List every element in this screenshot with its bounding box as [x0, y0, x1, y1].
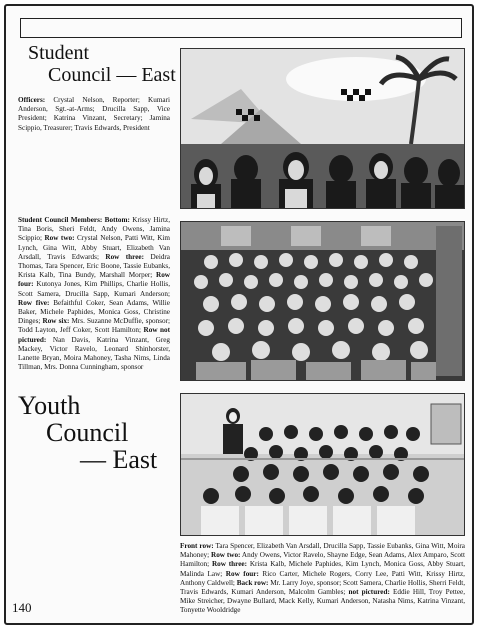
row-two-text: Andy Owens, Victor Ravelo, Shayne Edge, Sean Adams, Alex Amparo, Scott Hamilton;	[180, 551, 466, 569]
row-three-label: Row three:	[105, 252, 145, 261]
officers-text: Crystal Nelson, Reporter; Kumari Anderson, Sgt.-at-Arms; Drucilla Sapp, Vice President; Katrina Vinzant, Secretary; Jamina Scippio, Treasurer; Travis Edwards, President	[18, 96, 170, 132]
row-four-text: Rico Carter, Michele Rogers, Corry Lee, Patti Witt, Krissy Hirtz, Anthony Caldwell;	[180, 569, 465, 587]
not-pictured-text: Eddie Hill, Troy Pettee, Mike Streicher, Dwayne Bullard, Mack Kelly, Kumari Anderson, Natasha Nims, Katrina Vinzant, Tonyette Wooldridge	[180, 588, 465, 615]
row-five-label: Row five:	[18, 298, 50, 307]
members-bottom-text: Krissy Hirtz, Tina Boris, Sheri Feldt, Andy Owens, Jamina Scippio;	[18, 216, 170, 243]
row-three-text: Krista Kalb, Michele Paphides, Kim Lynch, Monica Goss, Abby Stuart, Malinda Law;	[180, 560, 466, 578]
row-two-text: Crystal Nelson, Patti Witt, Kim Lynch, Gina Witt, Abby Stuart, Elizabeth Van Arsdall, Travis Edwards;	[18, 234, 170, 261]
youth-council-photo-image	[181, 394, 465, 536]
row-four-text: Kutonya Jones, Kim Phillips, Charlie Hollis, Scott Samera, Drucilla Sapp, Kumari Anderson;	[18, 280, 170, 298]
row-three-label: Row three:	[211, 560, 247, 569]
back-row-text: Mr. Larry Joye, sponsor; Scott Samera, Charlie Hollis, Sherri Feldt, Travis Edwards, Kumari Anderson, Malcolm Gambles;	[180, 578, 465, 597]
title-line-1: Youth	[18, 391, 81, 420]
youth-council-title	[18, 392, 178, 473]
row-five-text: Befaithful Coker, Sean Adams, Willie Baker, Michele Paphides, Monica Goss, Christine Dinges;	[18, 298, 170, 326]
header-rule-box	[20, 18, 462, 38]
front-row-label: Front row:	[180, 542, 214, 550]
back-row-label: Back row:	[236, 578, 269, 587]
youth-council-caption	[180, 542, 465, 616]
officers-label: Officers:	[18, 96, 46, 104]
student-council-photo-image	[181, 222, 465, 381]
row-six-label: Row six:	[42, 317, 70, 326]
youth-council-photo	[180, 393, 465, 536]
not-pictured-label: Row not pictured:	[18, 326, 170, 344]
front-row-text: Tara Spencer, Elizabeth Van Arsdall, Drucilla Sapp, Tassie Eubanks, Gina Witt, Moira Mahoney;	[180, 542, 465, 560]
row-three-text: Deidra Thomas, Tara Spencer, Eric Boone, Tassie Eubanks, Krista Kalb, Tina Bundy, Marshall Morper;	[18, 252, 170, 280]
officers-caption	[18, 96, 170, 133]
not-pictured-text: Nan Davis, Katrina Vinzant, Greg Mackey, Victor Ravelo, Leonard Shinhorster, Lanette Bryan, Moira Mahoney, Tasha Nims, Linda Tillman, Mrs. Donna Cunningham, sponsor	[18, 335, 170, 372]
officers-photo-image	[181, 49, 465, 209]
not-pictured-label: not pictured:	[348, 588, 390, 597]
row-six-text: Mrs. Suzanne McDuffie, sponsor; Todd Layton, Jeff Coker, Scott Hamilton;	[18, 317, 171, 335]
title-line-2: Council	[46, 418, 129, 447]
student-council-photo	[180, 221, 465, 381]
title-line-3: — East	[80, 445, 158, 474]
page-number: 140	[12, 600, 32, 615]
row-two-label: Row two:	[211, 551, 241, 560]
members-label: Student Council Members: Bottom:	[18, 216, 130, 224]
title-line-1: Student	[28, 42, 90, 64]
row-two-label: Row two:	[44, 234, 75, 243]
row-four-label: Row four:	[225, 569, 259, 578]
row-four-label: Row four:	[18, 271, 170, 289]
members-caption	[18, 216, 170, 372]
student-council-title	[28, 42, 178, 86]
title-line-2: Council — East	[48, 64, 176, 86]
officers-photo	[180, 48, 465, 209]
